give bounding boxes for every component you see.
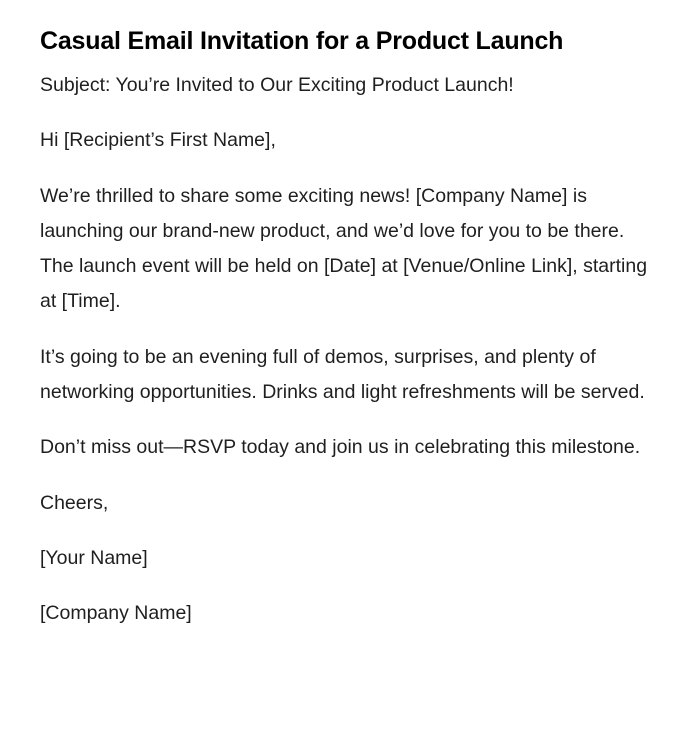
email-subject: Subject: You’re Invited to Our Exciting Product Launch! [40,74,514,96]
signature-company: [Company Name] [40,602,192,625]
email-closing: Cheers, [40,491,109,514]
email-body-paragraph-2: It’s going to be an evening full of demos, surprises, and plenty of networking opportunities. Drinks and light refreshments will be served. [40,345,645,404]
signature-name: [Your Name] [40,546,148,569]
email-greeting: Hi [Recipient’s First Name], [40,129,276,152]
document-title: Casual Email Invitation for a Product Launch [40,27,564,55]
email-body-paragraph-1: We’re thrilled to share some exciting news! [Company Name] is launching our brand-new product, and we’d love for you to be there. The launch event will be held on [Date] at [Venue/Online Link], starting at [Time]. [40,184,648,313]
email-body-paragraph-3: Don’t miss out—RSVP today and join us in celebrating this milestone. [40,436,641,459]
